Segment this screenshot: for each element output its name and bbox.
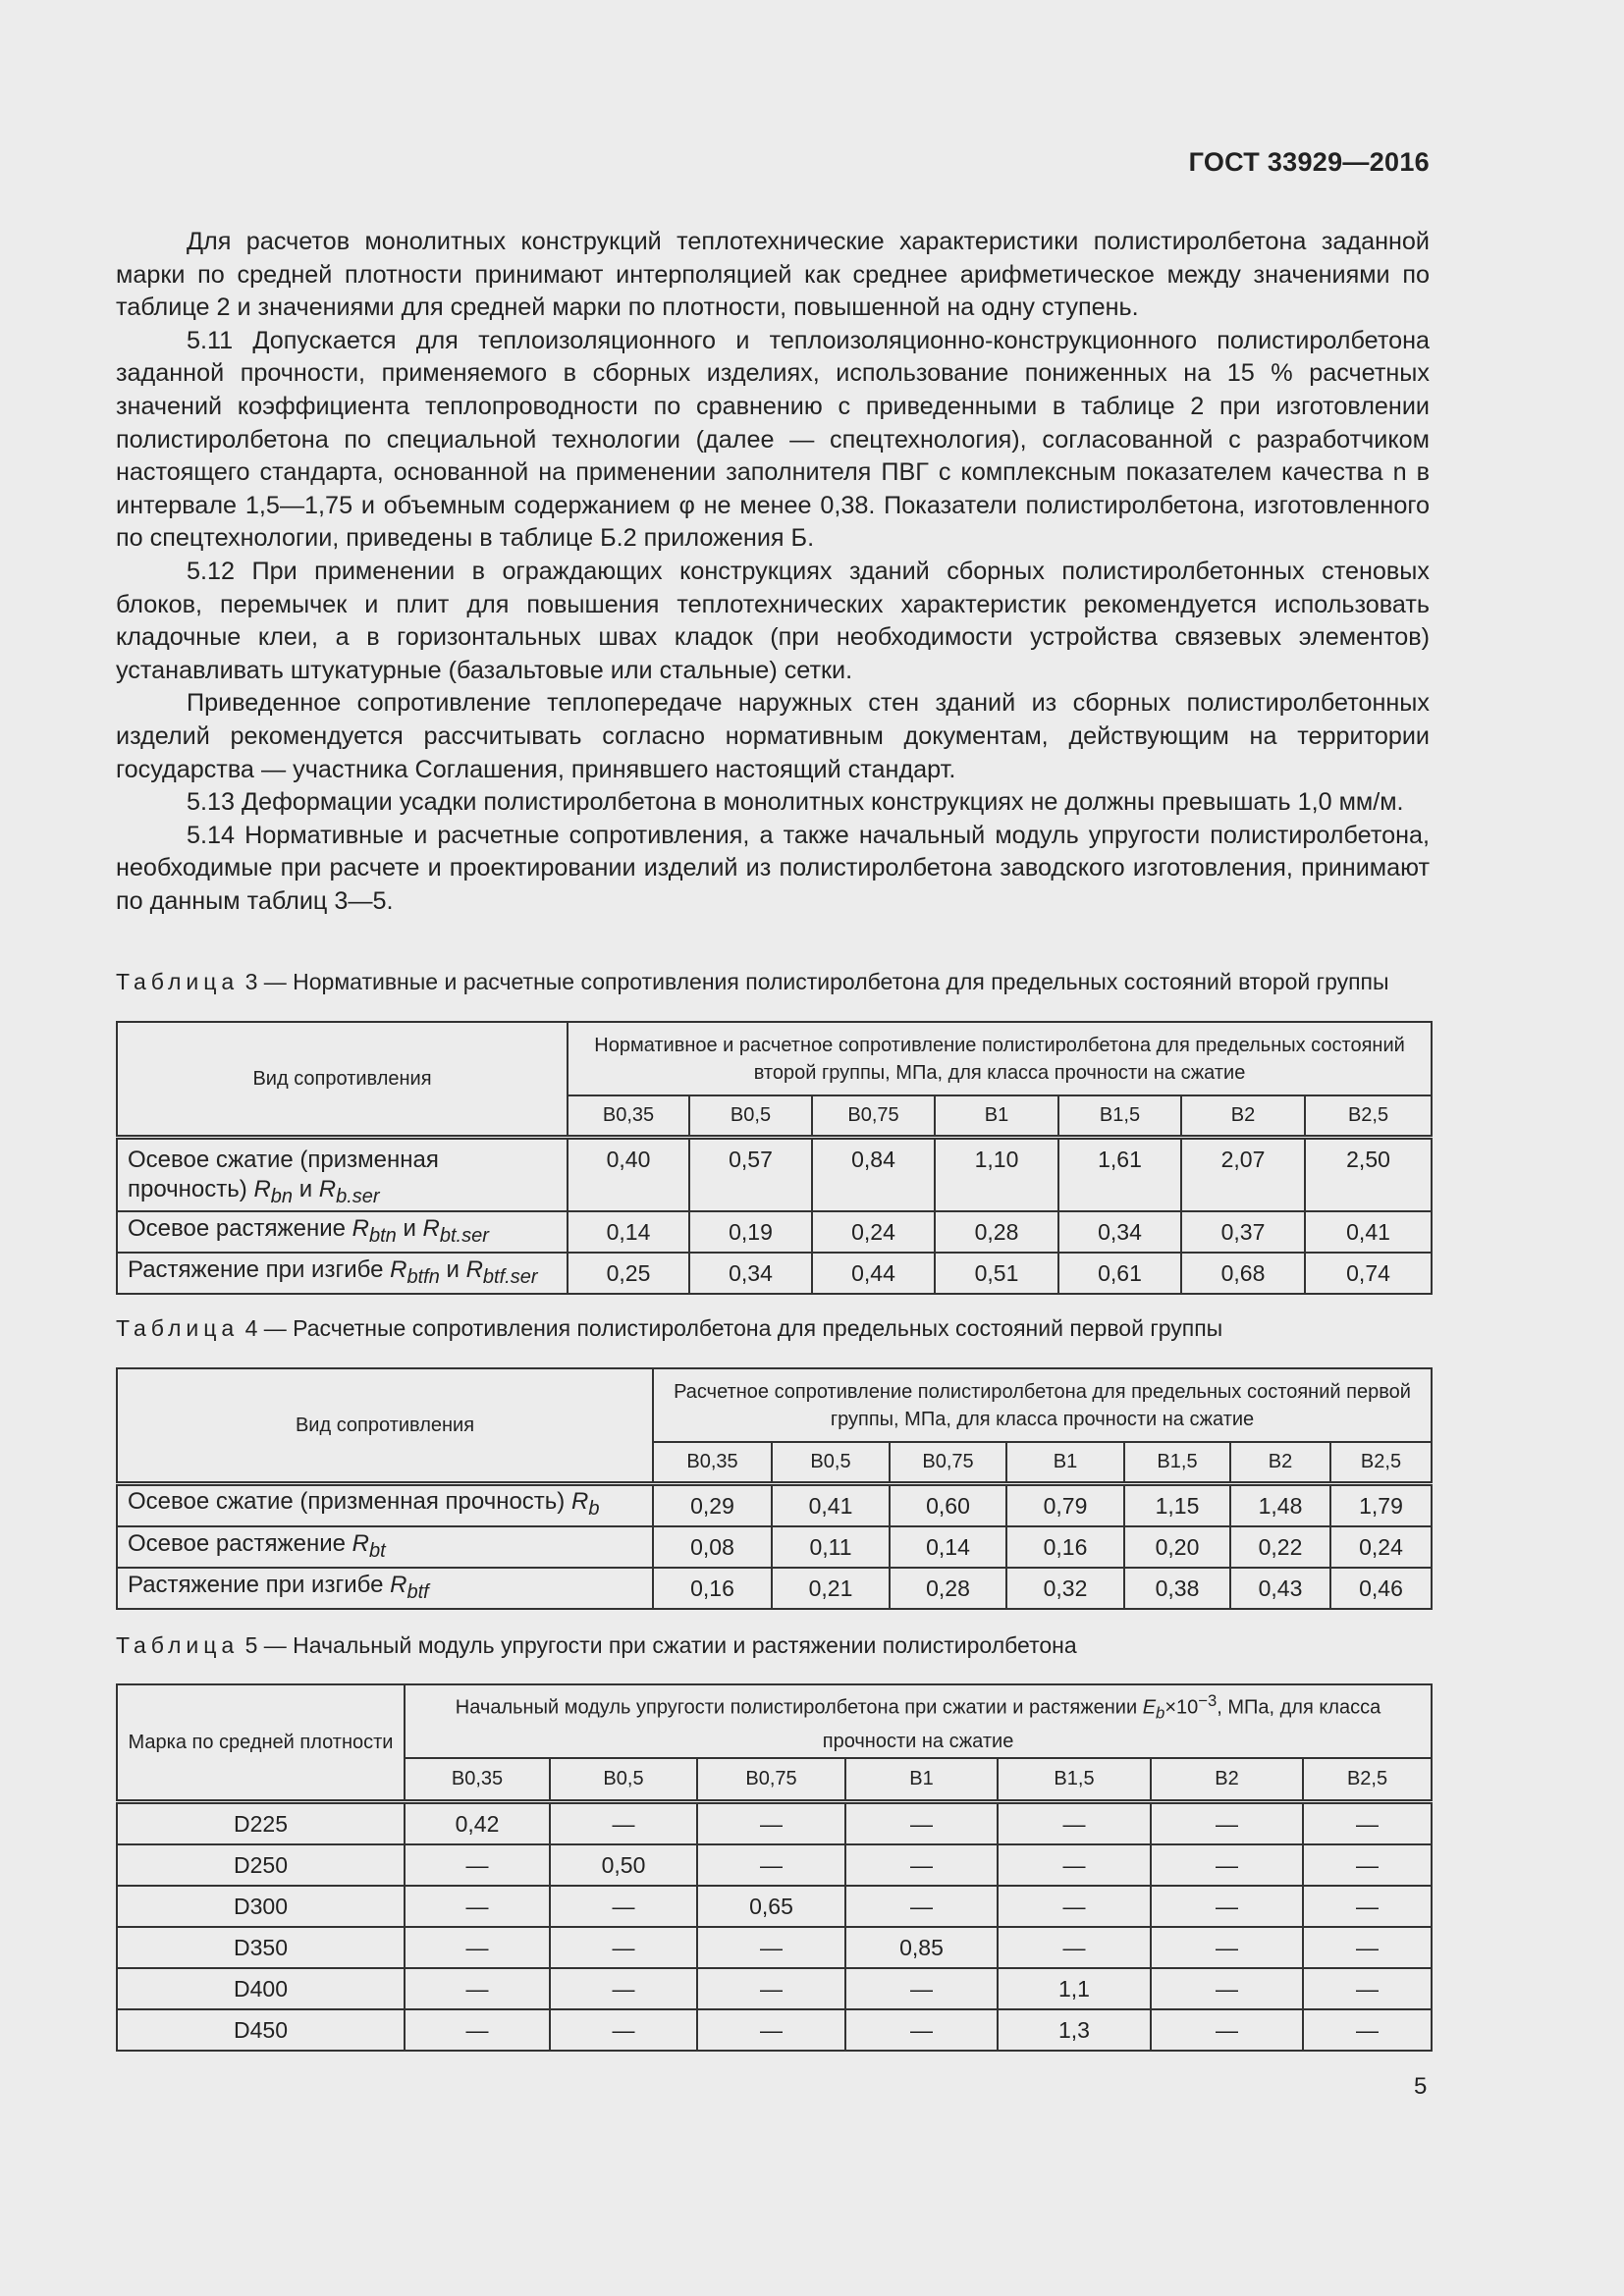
table-cell: — [550, 2009, 697, 2051]
table3-caption-label: Таблица [116, 969, 240, 994]
table-cell: 0,85 [845, 1927, 998, 1968]
table5 [116, 1683, 1433, 2052]
table4-class-header: B0,5 [772, 1442, 890, 1483]
table5-class-header: B0,5 [550, 1758, 697, 1801]
table4-row-label: Осевое сжатие (призменная прочность) $R_b$ [117, 1483, 653, 1526]
table5-class-header: B1,5 [998, 1758, 1151, 1801]
table3-group-header: Нормативное и расчетное сопротивление полистиролбетона для предельных состояний второй группы, МПа, для класса прочности на сжатие [568, 1022, 1432, 1095]
table-cell: 0,14 [890, 1526, 1006, 1568]
table-cell: — [845, 1886, 998, 1927]
table-cell: — [1151, 1927, 1303, 1968]
table4-row-label: Растяжение при изгибе $R_{btf}$ [117, 1568, 653, 1609]
table-cell: 1,79 [1330, 1483, 1432, 1526]
table-cell: 0,84 [812, 1137, 935, 1211]
table5-class-header: B1 [845, 1758, 998, 1801]
table-cell: 1,48 [1230, 1483, 1330, 1526]
table3-class-header: B0,75 [812, 1095, 935, 1137]
table5-row-label: D350 [117, 1927, 405, 1968]
table3-row-label: Осевое сжатие (призменная прочность) $R_{bn}$ и $R_{b.ser}$ [117, 1137, 568, 1211]
table3-class-header: B0,35 [568, 1095, 689, 1137]
table3-class-header: B0,5 [689, 1095, 812, 1137]
table-cell: 0,41 [1305, 1211, 1432, 1253]
table-cell: 0,19 [689, 1211, 812, 1253]
table-cell: — [1151, 1968, 1303, 2009]
paragraph-thermal-resistance: Приведенное сопротивление теплопередаче наружных стен зданий из сборных полистиролбетонных изделий рекомендуется рассчитывать согласно нормативным документам, действующим на территории государства — участника Соглашения, принявшего настоящий стандарт. [116, 689, 1430, 783]
table-cell: — [697, 2009, 845, 2051]
table3 [116, 1021, 1433, 1295]
table-cell: 1,61 [1058, 1137, 1181, 1211]
page-number: 5 [1414, 2073, 1428, 2100]
table-cell: — [550, 1801, 697, 1844]
table5-class-header: B2 [1151, 1758, 1303, 1801]
table5-row-label: D450 [117, 2009, 405, 2051]
standard-code-header: ГОСТ 33929—2016 [1188, 147, 1430, 177]
table5-row-label: D300 [117, 1886, 405, 1927]
table-cell: 0,41 [772, 1483, 890, 1526]
table4-class-header: B1,5 [1124, 1442, 1230, 1483]
table-cell: 0,20 [1124, 1526, 1230, 1568]
table-cell: 1,1 [998, 1968, 1151, 2009]
table-cell: — [1303, 1968, 1432, 2009]
table3-row-label: Осевое растяжение $R_{btn}$ и $R_{bt.ser}$ [117, 1211, 568, 1253]
table-cell: — [697, 1968, 845, 2009]
table-cell: — [998, 1927, 1151, 1968]
table-cell: — [697, 1801, 845, 1844]
table-cell: 0,08 [653, 1526, 772, 1568]
table4-class-header: B0,35 [653, 1442, 772, 1483]
table5-row-label: D225 [117, 1801, 405, 1844]
table-cell: — [998, 1801, 1151, 1844]
paragraph-interpolation: Для расчетов монолитных конструкций теплотехнические характеристики полистиролбетона заданной марки по средней плотности принимают интерполяцией как среднее арифметическое между значениями по таблице 2 и значениями для средней марки по плотности, повышенной на одну ступень. [116, 228, 1430, 322]
table3-class-header: B2 [1181, 1095, 1305, 1137]
table4-group-header: Расчетное сопротивление полистиролбетона для предельных состояний первой группы, МПа, для класса прочности на сжатие [653, 1368, 1432, 1442]
table-cell: 0,21 [772, 1568, 890, 1609]
table-cell: 0,38 [1124, 1568, 1230, 1609]
table-cell: 0,68 [1181, 1253, 1305, 1294]
table-cell: 0,57 [689, 1137, 812, 1211]
table-cell: 0,14 [568, 1211, 689, 1253]
table5-class-header: B2,5 [1303, 1758, 1432, 1801]
body-text [116, 226, 1430, 918]
table-cell: 0,46 [1330, 1568, 1432, 1609]
table5-caption [116, 1630, 1430, 1660]
table3-column-header: Вид сопротивления [117, 1022, 568, 1137]
table-cell: 0,79 [1006, 1483, 1124, 1526]
table-cell: 0,37 [1181, 1211, 1305, 1253]
table4-caption-text: 4 — Расчетные сопротивления полистиролбетона для предельных состояний первой группы [239, 1315, 1223, 1341]
table-cell: — [845, 1968, 998, 2009]
table-cell: 0,40 [568, 1137, 689, 1211]
table-cell: — [1303, 1927, 1432, 1968]
table-cell: 2,50 [1305, 1137, 1432, 1211]
table5-row-label: D400 [117, 1968, 405, 2009]
table-row [117, 1253, 1432, 1294]
table3-class-header: B2,5 [1305, 1095, 1432, 1137]
table-row [117, 2009, 1432, 2051]
table-cell: 1,10 [935, 1137, 1058, 1211]
table-row [117, 1886, 1432, 1927]
table3-caption [116, 967, 1430, 996]
table-cell: — [998, 1844, 1151, 1886]
table-cell: — [405, 1968, 550, 2009]
table-cell: — [697, 1844, 845, 1886]
table4-class-header: B1 [1006, 1442, 1124, 1483]
table-cell: 0,28 [890, 1568, 1006, 1609]
table-cell: 0,11 [772, 1526, 890, 1568]
table-row [117, 1927, 1432, 1968]
table-cell: 1,15 [1124, 1483, 1230, 1526]
table-cell: — [845, 2009, 998, 2051]
table-cell: 1,3 [998, 2009, 1151, 2051]
table4-caption-label: Таблица [116, 1315, 240, 1341]
table-cell: 2,07 [1181, 1137, 1305, 1211]
table-row [117, 1968, 1432, 2009]
table-row [117, 1483, 1432, 1526]
table3-class-header: B1,5 [1058, 1095, 1181, 1137]
table-cell: 0,61 [1058, 1253, 1181, 1294]
table-cell: 0,65 [697, 1886, 845, 1927]
table-cell: — [1303, 1886, 1432, 1927]
table-cell: — [405, 2009, 550, 2051]
table-cell: 0,34 [1058, 1211, 1181, 1253]
table4-class-header: B2,5 [1330, 1442, 1432, 1483]
table-cell: — [1151, 1844, 1303, 1886]
table-cell: — [1303, 1844, 1432, 1886]
paragraph-5-11: 5.11 Допускается для теплоизоляционного и теплоизоляционно-конструкционного полистиролбетона заданной прочности, применяемого в сборных изделиях, использование пониженных на 15 % расчетных значений коэффициента теплопроводности по сравнению с приведенными в таблице 2 при изготовлении полистиролбетона по специальной технологии (далее — спецтехнология), согласованной с разработчиком настоящего стандарта, основанной на применении заполнителя ПВГ с комплексным показателем качества n в интервале 1,5—1,75 и объемным содержанием φ не менее 0,38. Показатели полистиролбетона, изготовленного по спецтехнологии, приведены в таблице Б.2 приложения Б. [116, 326, 1430, 553]
table5-group-header: Начальный модуль упругости полистиролбетона при сжатии и растяжении $E_b\times 10^{-3}$, МПа, для класса прочности на сжатие [405, 1684, 1432, 1758]
table-cell: 0,25 [568, 1253, 689, 1294]
table-cell: 0,42 [405, 1801, 550, 1844]
table-row [117, 1211, 1432, 1253]
table5-column-header: Марка по средней плотности [117, 1684, 405, 1801]
table-cell: 0,16 [1006, 1526, 1124, 1568]
table-cell: 0,60 [890, 1483, 1006, 1526]
table-cell: 0,44 [812, 1253, 935, 1294]
table-cell: 0,32 [1006, 1568, 1124, 1609]
table-row [117, 1526, 1432, 1568]
table-cell: — [845, 1844, 998, 1886]
paragraph-5-12: 5.12 При применении в ограждающих конструкциях зданий сборных полистиролбетонных стеновых блоков, перемычек и плит для повышения теплотехнических характеристик рекомендуется использовать кладочные клеи, а в горизонтальных швах кладок (при необходимости устройства связевых элементов) устанавливать штукатурные (базальтовые или стальные) сетки. [116, 557, 1430, 684]
table5-class-header: B0,75 [697, 1758, 845, 1801]
table-cell: 0,51 [935, 1253, 1058, 1294]
table5-row-label: D250 [117, 1844, 405, 1886]
table3-class-header: B1 [935, 1095, 1058, 1137]
table-cell: 0,16 [653, 1568, 772, 1609]
table4-column-header: Вид сопротивления [117, 1368, 653, 1483]
paragraph-5-13: 5.13 Деформации усадки полистиролбетона в монолитных конструкциях не должны превышать 1,0 мм/м. [187, 788, 1404, 817]
table4-row-label: Осевое растяжение $R_{bt}$ [117, 1526, 653, 1568]
table3-row-label: Растяжение при изгибе $R_{btfn}$ и $R_{btf.ser}$ [117, 1253, 568, 1294]
table-cell: — [998, 1886, 1151, 1927]
table-cell: — [1303, 2009, 1432, 2051]
table-cell: 0,22 [1230, 1526, 1330, 1568]
table-row [117, 1801, 1432, 1844]
table-cell: — [550, 1968, 697, 2009]
table-cell: 0,50 [550, 1844, 697, 1886]
table-cell: — [1151, 2009, 1303, 2051]
table4-class-header: B0,75 [890, 1442, 1006, 1483]
table-cell: — [1303, 1801, 1432, 1844]
table-cell: 0,34 [689, 1253, 812, 1294]
table-cell: 0,29 [653, 1483, 772, 1526]
table-cell: — [1151, 1801, 1303, 1844]
table-cell: — [405, 1844, 550, 1886]
table-row [117, 1844, 1432, 1886]
table3-caption-text: 3 — Нормативные и расчетные сопротивления полистиролбетона для предельных состояний второй группы [239, 969, 1389, 994]
table-cell: 0,24 [1330, 1526, 1432, 1568]
table-cell: 0,28 [935, 1211, 1058, 1253]
table5-class-header: B0,35 [405, 1758, 550, 1801]
table-cell: — [1151, 1886, 1303, 1927]
table-cell: — [405, 1886, 550, 1927]
table-row [117, 1137, 1432, 1211]
table4-class-header: B2 [1230, 1442, 1330, 1483]
table5-caption-text: 5 — Начальный модуль упругости при сжатии и растяжении полистиролбетона [239, 1632, 1077, 1658]
table5-caption-label: Таблица [116, 1632, 240, 1658]
table-cell: — [550, 1927, 697, 1968]
paragraph-5-14: 5.14 Нормативные и расчетные сопротивления, а также начальный модуль упругости полистиролбетона, необходимые при расчете и проектировании изделий из полистиролбетона заводского изготовления, принимают по данным таблиц 3—5. [116, 821, 1430, 915]
table-cell: — [550, 1886, 697, 1927]
table-cell: 0,43 [1230, 1568, 1330, 1609]
table4 [116, 1367, 1433, 1610]
table-cell: 0,24 [812, 1211, 935, 1253]
table-cell: — [697, 1927, 845, 1968]
table-cell: 0,74 [1305, 1253, 1432, 1294]
table4-caption [116, 1313, 1430, 1343]
table-cell: — [405, 1927, 550, 1968]
table-cell: — [845, 1801, 998, 1844]
table-row [117, 1568, 1432, 1609]
